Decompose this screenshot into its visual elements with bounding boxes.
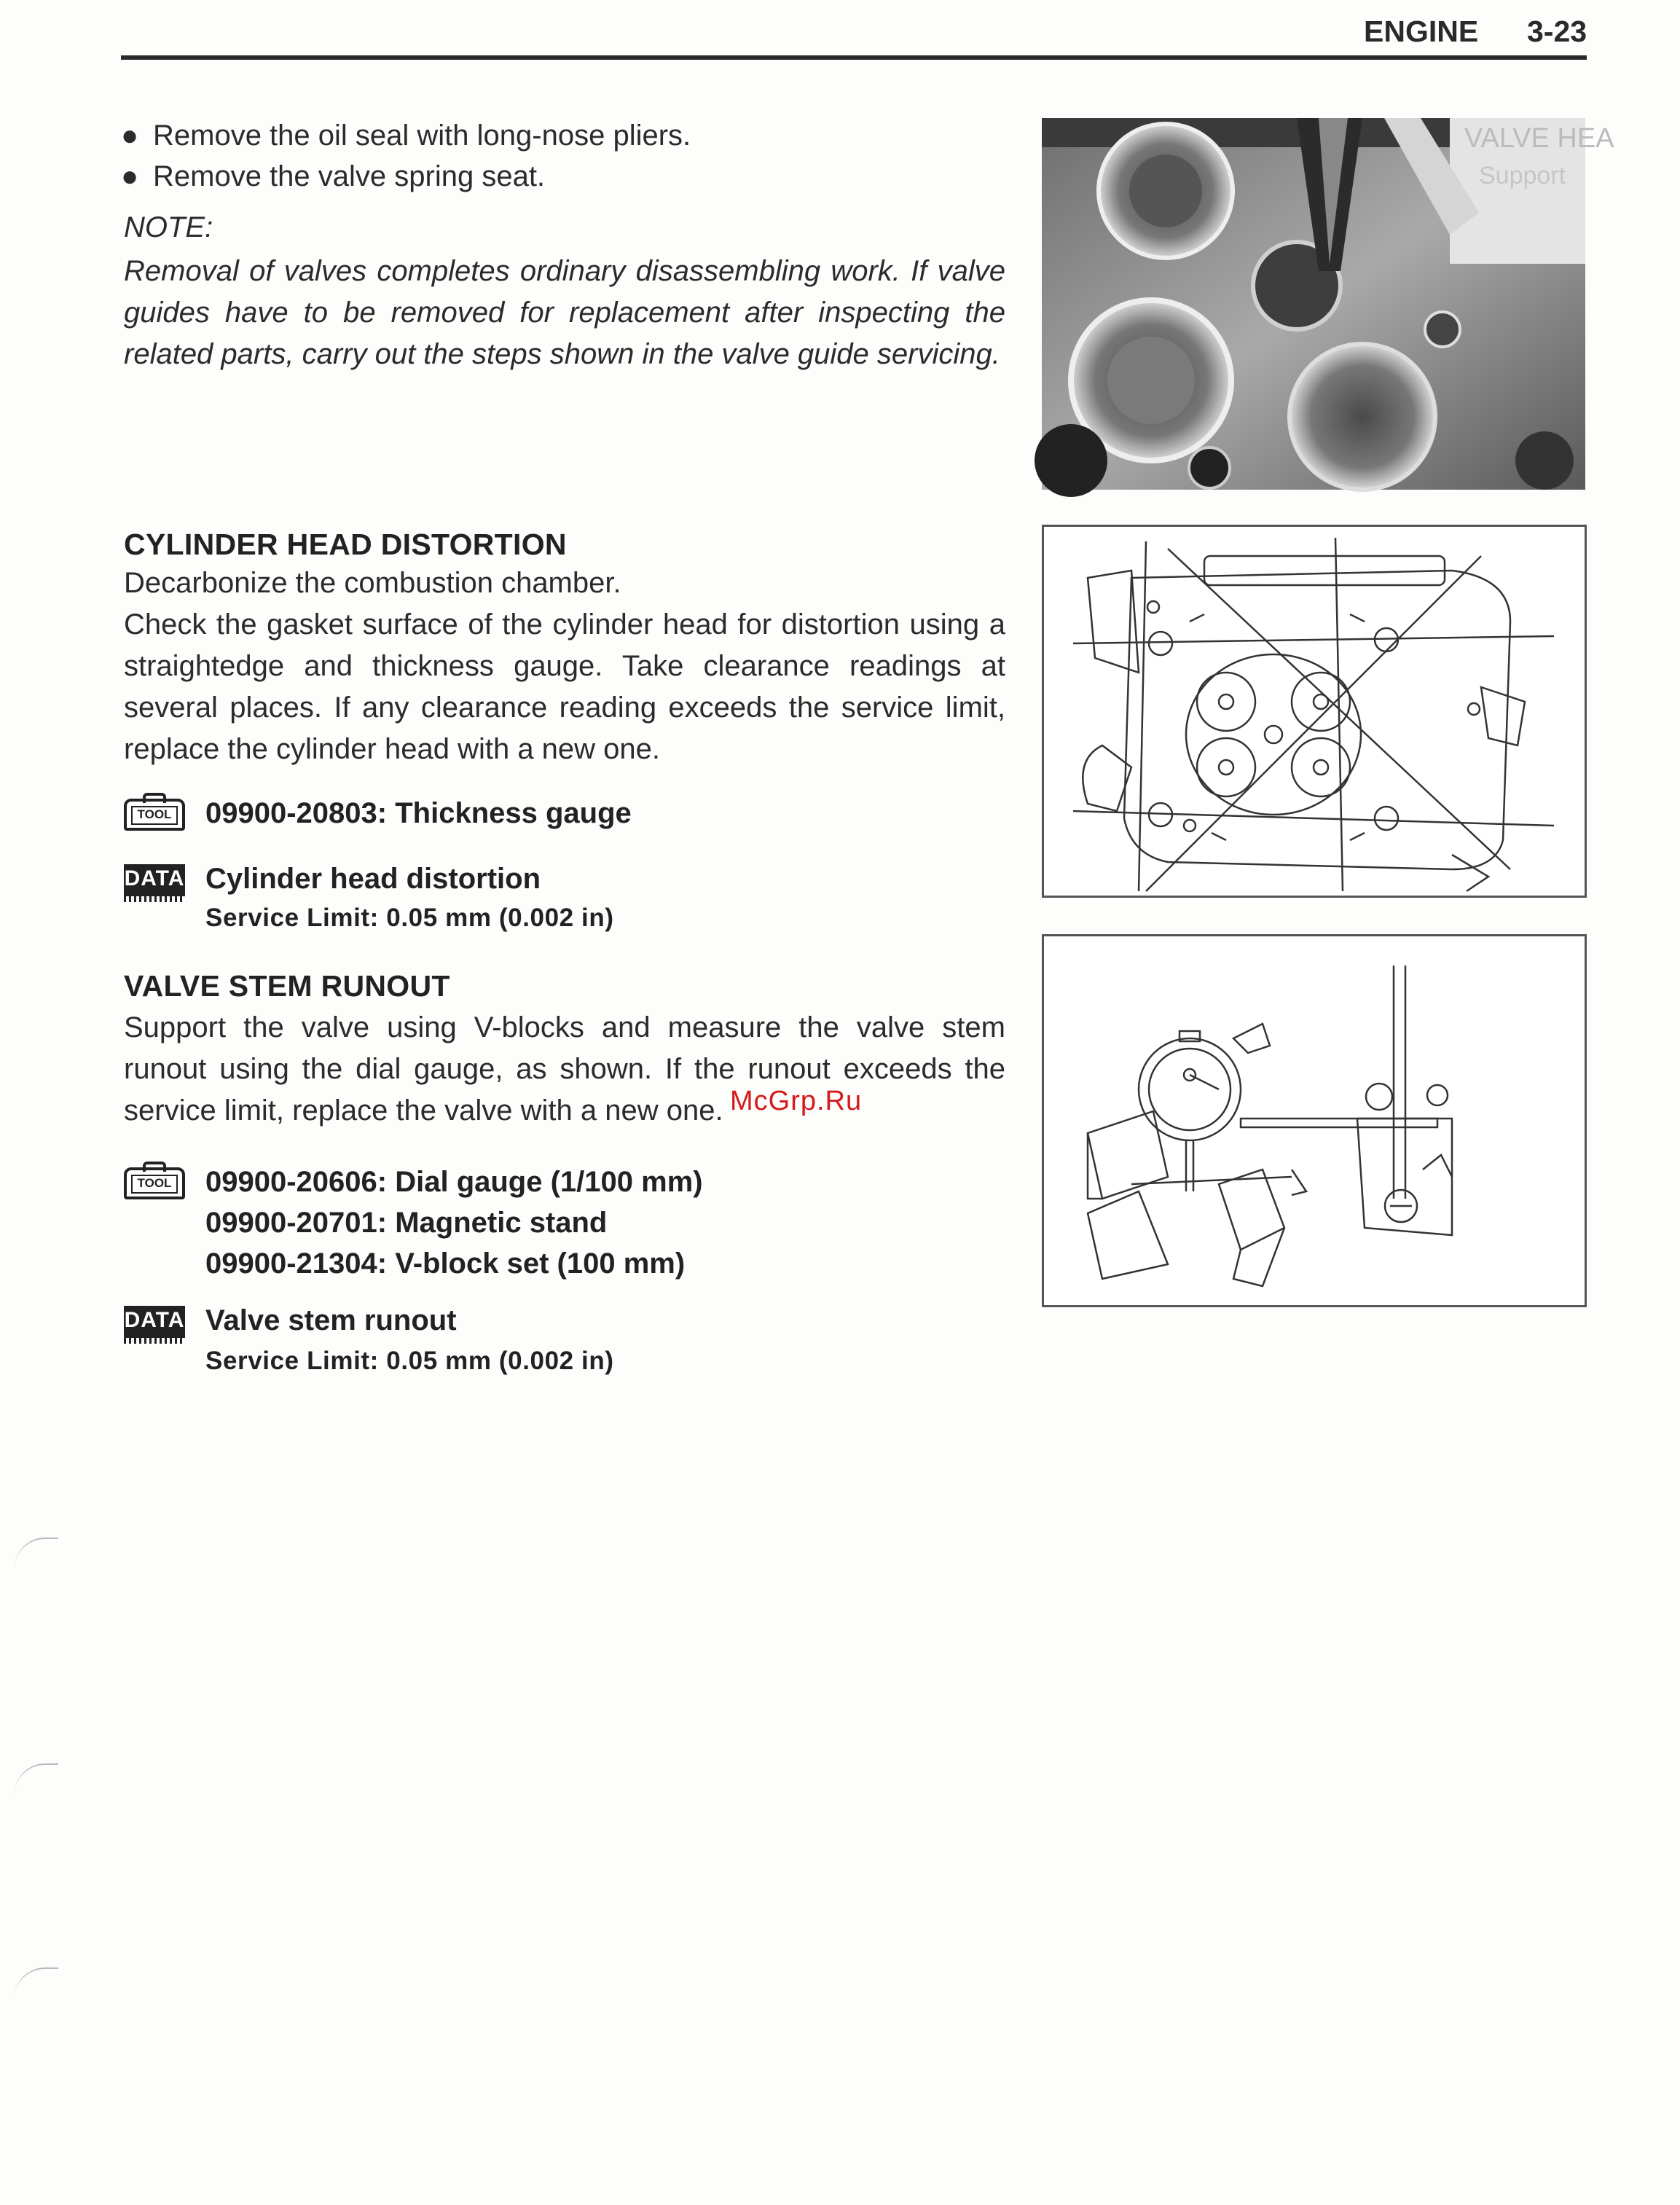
service-limit: Service Limit: 0.05 mm (0.002 in) [205,904,614,932]
dial-gauge-drawing [1044,936,1585,1305]
data-icon: DATA [124,1306,185,1338]
photo-illustration [1042,118,1614,490]
tool-spec: 09900-21304: V-block set (100 mm) [205,1248,686,1280]
section-heading: CYLINDER HEAD DISTORTION [124,528,567,561]
header-rule [121,55,1587,60]
data-title: Cylinder head distortion [205,863,541,895]
margin-mark [15,1763,58,1794]
tool-spec: 09900-20803: Thickness gauge [205,797,632,829]
bullet-icon: ● [121,160,139,192]
bullet-item [121,156,545,197]
section-paragraph: Support the valve using V-blocks and measure the valve stem runout using the dial gauge, as shown. If the runout exceeds the service limit, replace the valve with a new one. [124,1011,1005,1127]
paragraph-text: Check the gasket surface of the cylinder head for distortion using a straightedge and thickness gauge. Take clearance readings at several places. If any clearance reading exceeds the service limit, replace the cylinder head with a new one. [124,608,1005,765]
bullet-text: Remove the oil seal with long-nose pliers. [153,120,691,152]
cylinder-head-diagram [1042,525,1587,898]
data-icon: DATA [124,864,185,896]
tool-icon [124,799,185,831]
cylinder-head-drawing [1044,527,1585,896]
cylinder-head-photo [1042,118,1614,490]
margin-mark [15,1967,58,1998]
watermark: McGrp.Ru [730,1086,863,1116]
tool-badge-label: TOOL [131,806,178,825]
data-title: Valve stem runout [205,1304,457,1336]
bullet-icon: ● [121,120,139,152]
tool-spec: 09900-20701: Magnetic stand [205,1207,608,1239]
note-text: Removal of valves completes ordinary disassembling work. If valve guides have to be removed for replacement after inspecting the related parts, carry out the steps shown in the valve guide servicing. [124,255,1005,370]
bullet-item [121,115,691,157]
photo-overlay-text: VALVE HEA [1464,123,1614,154]
service-limit: Service Limit: 0.05 mm (0.002 in) [205,1347,614,1375]
section-heading: VALVE STEM RUNOUT [124,969,450,1003]
section-paragraph [124,563,1005,770]
note-label: NOTE: [124,211,213,243]
bullet-text: Remove the valve spring seat. [153,160,546,192]
page-number: 3-23 [1527,15,1587,48]
paragraph-line: Decarbonize the combustion chamber. [124,567,621,599]
section-title: ENGINE [1364,15,1479,48]
tool-icon [124,1167,185,1199]
margin-mark [15,1538,58,1568]
valve-runout-diagram [1042,934,1587,1307]
tool-spec: 09900-20606: Dial gauge (1/100 mm) [205,1166,703,1198]
tool-badge-label: TOOL [131,1175,178,1194]
photo-overlay-text: Support [1479,162,1566,189]
